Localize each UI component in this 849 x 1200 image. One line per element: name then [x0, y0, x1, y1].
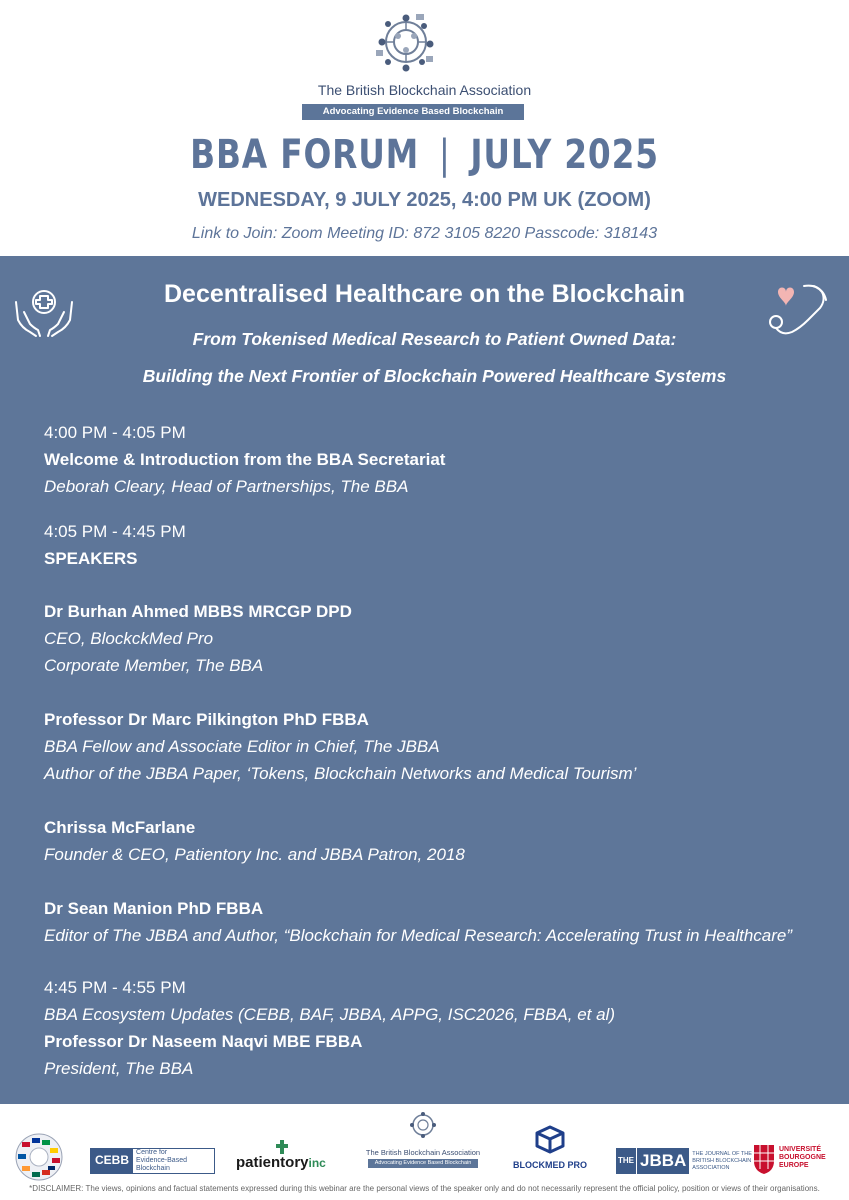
university-shield-icon — [752, 1141, 776, 1175]
bba-footer-logo — [356, 1110, 490, 1176]
slot-3-title: BBA Ecosystem Updates (CEBB, BAF, JBBA, APPG, ISC2026, FBBA, et al) — [44, 1005, 615, 1024]
speaker-role: Founder & CEO, Patientory Inc. and JBBA Patron, 2018 — [44, 845, 465, 864]
speaker-name: Professor Dr Marc Pilkington PhD FBBA — [44, 710, 369, 729]
slot-3-time: 4:45 PM - 4:55 PM — [44, 978, 186, 997]
jbba-abbr: JBBA — [637, 1148, 689, 1174]
bba-footer-tagline: Advocating Evidence Based Blockchain — [368, 1159, 478, 1168]
agenda-panel — [0, 256, 849, 1104]
blockmed-logo — [510, 1124, 590, 1176]
jbba-desc-line-3: ASSOCIATION — [692, 1164, 730, 1171]
cebb-name-line-1: Centre for — [136, 1149, 168, 1156]
slot-2-time: 4:05 PM - 4:45 PM — [44, 522, 186, 541]
speaker-name: Dr Burhan Ahmed MBBS MRCGP DPD — [44, 602, 352, 621]
universite-bourgogne-logo — [752, 1138, 842, 1178]
forum-title-right: JULY 2025 — [470, 132, 659, 178]
org-name: The British Blockchain Association — [317, 82, 532, 98]
flags-globe-logo — [14, 1132, 64, 1182]
speaker-role: Corporate Member, The BBA — [44, 656, 264, 675]
universite-line-2: BOURGOGNE — [779, 1154, 826, 1161]
cebb-abbr: CEBB — [91, 1149, 133, 1173]
agenda — [44, 419, 834, 1082]
patientory-suffix: inc — [308, 1156, 326, 1170]
partner-logos-footer — [0, 1104, 849, 1200]
forum-title-left: BBA FORUM — [190, 132, 420, 178]
tagline-bar: Advocating Evidence Based Blockchain — [302, 104, 524, 120]
patientory-name: patientory — [236, 1154, 309, 1171]
speaker-name: Dr Sean Manion PhD FBBA — [44, 899, 264, 918]
jbba-desc-line-2: BRITISH BLOCKCHAIN — [692, 1157, 752, 1164]
speaker-role: CEO, BlockckMed Pro — [44, 629, 214, 648]
jbba-desc — [689, 1151, 752, 1172]
blockmed-cube-icon — [532, 1124, 568, 1154]
cebb-name-line-2: Evidence-Based Blockchain — [136, 1157, 187, 1172]
patientory-cross-icon — [276, 1140, 288, 1154]
jbba-the: THE — [616, 1148, 636, 1174]
bba-logo-icon — [368, 6, 444, 82]
speaker-role: BBA Fellow and Associate Editor in Chief, The JBBA — [44, 737, 440, 756]
session-subtitle-2: Building the Next Frontier of Blockchain Powered Healthcare Systems — [142, 366, 727, 386]
slot-1-person: Deborah Cleary, Head of Partnerships, The BBA — [44, 477, 409, 496]
forum-title-separator: | — [438, 132, 451, 178]
header — [0, 0, 849, 256]
universite-line-1: UNIVERSITÉ — [779, 1146, 822, 1153]
speaker-name: Chrissa McFarlane — [44, 818, 196, 837]
universite-name — [776, 1146, 826, 1170]
bba-footer-name: The British Blockchain Association — [365, 1148, 481, 1157]
bba-footer-logo-icon — [408, 1110, 438, 1140]
slot-3-person: Professor Dr Naseem Naqvi MBE FBBA — [44, 1032, 363, 1051]
universite-line-3: EUROPE — [779, 1162, 809, 1169]
join-link-info: Link to Join: Zoom Meeting ID: 872 3105 8220 Passcode: 318143 — [191, 225, 658, 242]
blockmed-name: BLOCKMED PRO — [513, 1160, 587, 1170]
slot-1-time: 4:00 PM - 4:05 PM — [44, 423, 186, 442]
event-date: WEDNESDAY, 9 JULY 2025, 4:00 PM UK (ZOOM) — [198, 189, 651, 211]
speaker-role: Author of the JBBA Paper, ‘Tokens, Blockchain Networks and Medical Tourism’ — [44, 764, 637, 783]
speaker-role: Editor of The JBBA and Author, “Blockchain for Medical Research: Accelerating Trust in Healthcare” — [44, 926, 793, 945]
session-title: Decentralised Healthcare on the Blockchain — [163, 280, 685, 308]
slot-1-title: Welcome & Introduction from the BBA Secretariat — [44, 450, 446, 469]
jbba-desc-line-1: THE JOURNAL OF THE — [692, 1150, 752, 1157]
cebb-logo — [90, 1148, 215, 1174]
slot-3-role: President, The BBA — [44, 1059, 194, 1078]
slot-2-title: SPEAKERS — [44, 549, 138, 568]
patientory-logo — [236, 1154, 336, 1174]
forum-title — [76, 132, 772, 178]
cebb-name — [133, 1149, 214, 1173]
session-subtitle-1: From Tokenised Medical Research to Patient Owned Data: — [192, 329, 677, 349]
jbba-logo — [616, 1148, 752, 1174]
disclaimer: *DISCLAIMER: The views, opinions and factual statements expressed during this webinar are the personal views of the speaker only and do not necessarily represent the official policy, position or views of their organisations. — [29, 1184, 820, 1193]
